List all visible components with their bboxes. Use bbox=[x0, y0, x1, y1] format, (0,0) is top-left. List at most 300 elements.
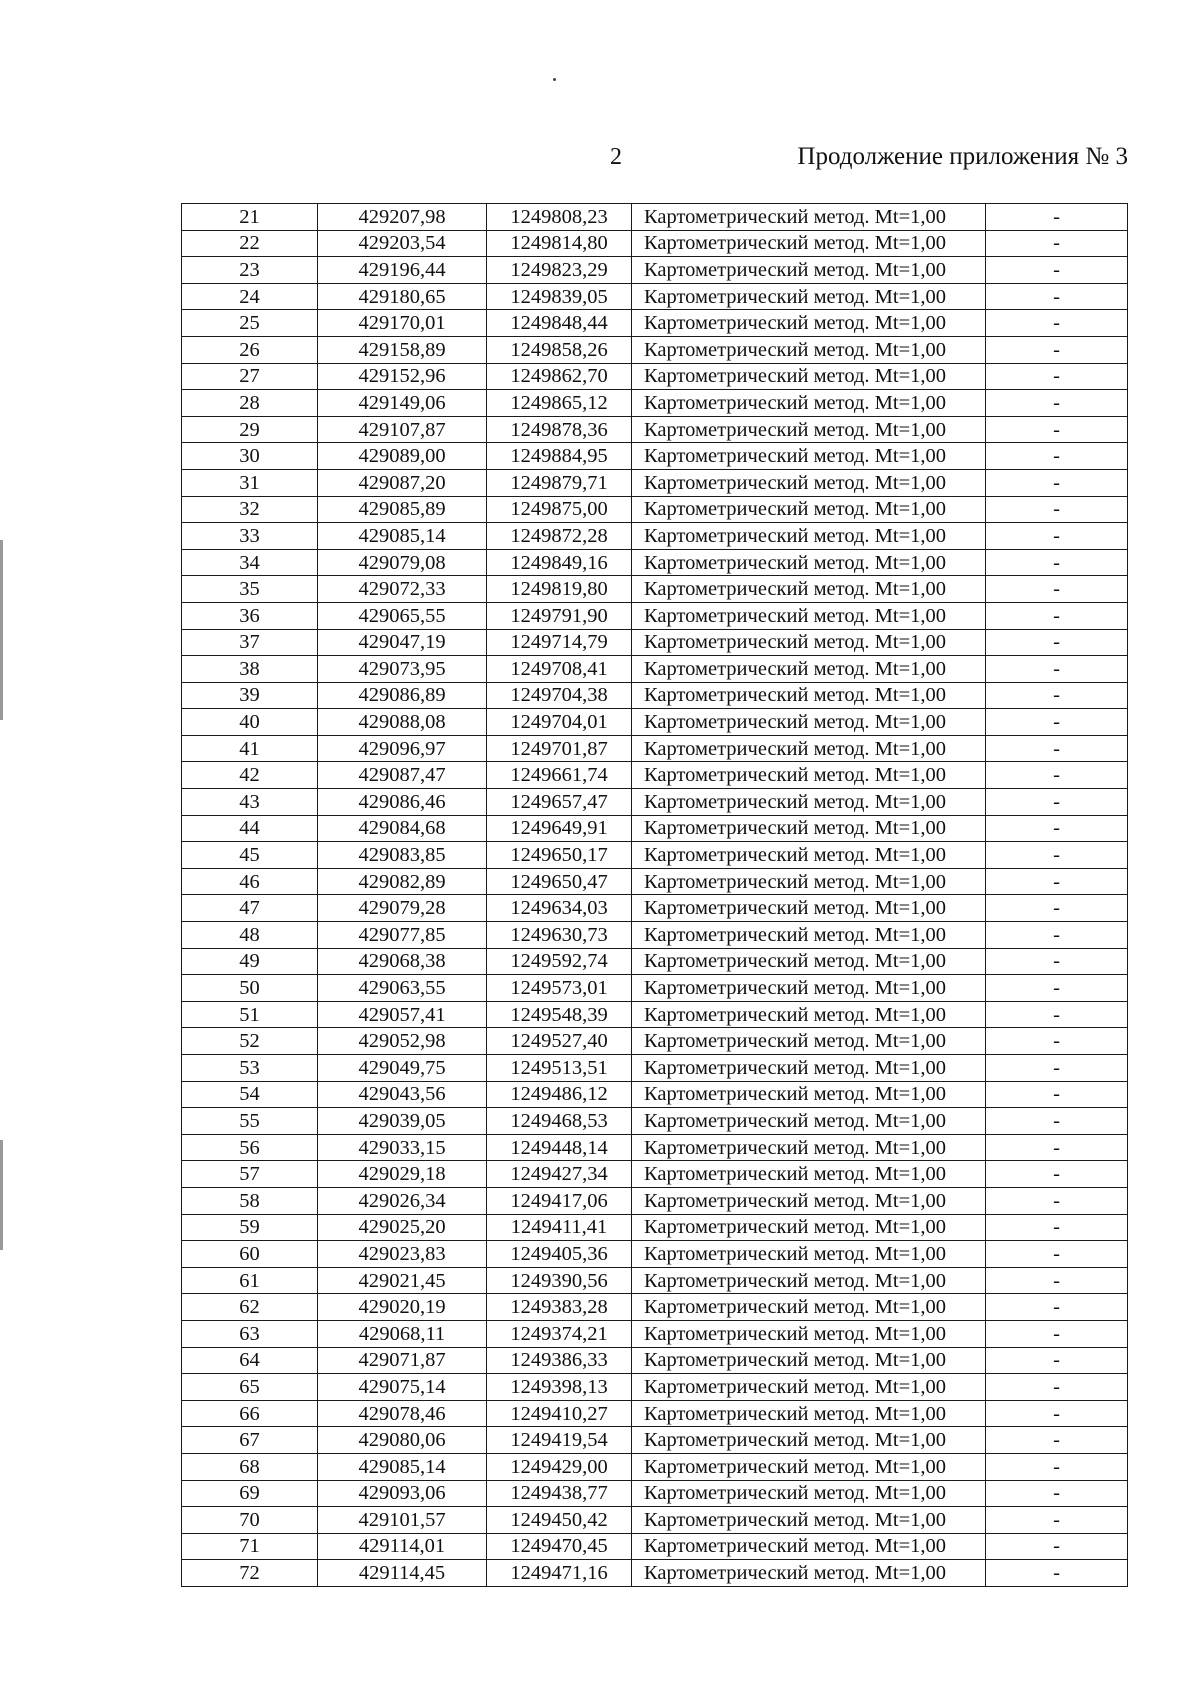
table-row bbox=[182, 868, 1128, 895]
x-coordinate-cell: 429033,15 bbox=[318, 1134, 487, 1161]
table-row bbox=[182, 762, 1128, 789]
point-number-cell: 47 bbox=[182, 895, 318, 922]
note-cell: - bbox=[986, 842, 1128, 869]
y-coordinate-cell: 1249704,38 bbox=[487, 682, 632, 709]
method-cell: Картометрический метод. Mt=1,00 bbox=[632, 975, 986, 1002]
scan-edge-mark bbox=[0, 540, 3, 720]
x-coordinate-cell: 429021,45 bbox=[318, 1267, 487, 1294]
note-cell: - bbox=[986, 1161, 1128, 1188]
table-row bbox=[182, 656, 1128, 683]
x-coordinate-cell: 429052,98 bbox=[318, 1028, 487, 1055]
point-number-cell: 72 bbox=[182, 1560, 318, 1587]
table-row bbox=[182, 257, 1128, 284]
y-coordinate-cell: 1249650,17 bbox=[487, 842, 632, 869]
note-cell: - bbox=[986, 1028, 1128, 1055]
y-coordinate-cell: 1249417,06 bbox=[487, 1187, 632, 1214]
point-number-cell: 36 bbox=[182, 602, 318, 629]
note-cell: - bbox=[986, 1320, 1128, 1347]
x-coordinate-cell: 429152,96 bbox=[318, 363, 487, 390]
y-coordinate-cell: 1249865,12 bbox=[487, 390, 632, 417]
y-coordinate-cell: 1249884,95 bbox=[487, 443, 632, 470]
y-coordinate-cell: 1249875,00 bbox=[487, 496, 632, 523]
method-cell: Картометрический метод. Mt=1,00 bbox=[632, 1453, 986, 1480]
table-row bbox=[182, 1427, 1128, 1454]
point-number-cell: 39 bbox=[182, 682, 318, 709]
method-cell: Картометрический метод. Mt=1,00 bbox=[632, 496, 986, 523]
method-cell: Картометрический метод. Mt=1,00 bbox=[632, 204, 986, 231]
method-cell: Картометрический метод. Mt=1,00 bbox=[632, 390, 986, 417]
method-cell: Картометрический метод. Mt=1,00 bbox=[632, 1427, 986, 1454]
method-cell: Картометрический метод. Mt=1,00 bbox=[632, 1374, 986, 1401]
table-row bbox=[182, 975, 1128, 1002]
y-coordinate-cell: 1249468,53 bbox=[487, 1108, 632, 1135]
x-coordinate-cell: 429170,01 bbox=[318, 310, 487, 337]
note-cell: - bbox=[986, 1294, 1128, 1321]
note-cell: - bbox=[986, 1187, 1128, 1214]
note-cell: - bbox=[986, 895, 1128, 922]
table-row bbox=[182, 1533, 1128, 1560]
method-cell: Картометрический метод. Mt=1,00 bbox=[632, 363, 986, 390]
table-row bbox=[182, 1081, 1128, 1108]
y-coordinate-cell: 1249429,00 bbox=[487, 1453, 632, 1480]
table-row bbox=[182, 523, 1128, 550]
note-cell: - bbox=[986, 1374, 1128, 1401]
table-row bbox=[182, 709, 1128, 736]
y-coordinate-cell: 1249858,26 bbox=[487, 336, 632, 363]
y-coordinate-cell: 1249410,27 bbox=[487, 1400, 632, 1427]
point-number-cell: 69 bbox=[182, 1480, 318, 1507]
table-row bbox=[182, 1267, 1128, 1294]
note-cell: - bbox=[986, 922, 1128, 949]
note-cell: - bbox=[986, 496, 1128, 523]
x-coordinate-cell: 429114,01 bbox=[318, 1533, 487, 1560]
method-cell: Картометрический метод. Mt=1,00 bbox=[632, 1560, 986, 1587]
point-number-cell: 49 bbox=[182, 948, 318, 975]
table-row bbox=[182, 815, 1128, 842]
method-cell: Картометрический метод. Mt=1,00 bbox=[632, 549, 986, 576]
y-coordinate-cell: 1249527,40 bbox=[487, 1028, 632, 1055]
note-cell: - bbox=[986, 948, 1128, 975]
point-number-cell: 30 bbox=[182, 443, 318, 470]
note-cell: - bbox=[986, 602, 1128, 629]
method-cell: Картометрический метод. Mt=1,00 bbox=[632, 1507, 986, 1534]
point-number-cell: 50 bbox=[182, 975, 318, 1002]
y-coordinate-cell: 1249808,23 bbox=[487, 204, 632, 231]
y-coordinate-cell: 1249448,14 bbox=[487, 1134, 632, 1161]
note-cell: - bbox=[986, 789, 1128, 816]
point-number-cell: 27 bbox=[182, 363, 318, 390]
table-row bbox=[182, 416, 1128, 443]
point-number-cell: 54 bbox=[182, 1081, 318, 1108]
note-cell: - bbox=[986, 629, 1128, 656]
point-number-cell: 55 bbox=[182, 1108, 318, 1135]
y-coordinate-cell: 1249649,91 bbox=[487, 815, 632, 842]
note-cell: - bbox=[986, 1055, 1128, 1082]
point-number-cell: 34 bbox=[182, 549, 318, 576]
method-cell: Картометрический метод. Mt=1,00 bbox=[632, 1241, 986, 1268]
table-row bbox=[182, 576, 1128, 603]
table-row bbox=[182, 390, 1128, 417]
method-cell: Картометрический метод. Mt=1,00 bbox=[632, 602, 986, 629]
point-number-cell: 65 bbox=[182, 1374, 318, 1401]
method-cell: Картометрический метод. Mt=1,00 bbox=[632, 257, 986, 284]
x-coordinate-cell: 429065,55 bbox=[318, 602, 487, 629]
table-row bbox=[182, 230, 1128, 257]
x-coordinate-cell: 429180,65 bbox=[318, 283, 487, 310]
y-coordinate-cell: 1249791,90 bbox=[487, 602, 632, 629]
x-coordinate-cell: 429057,41 bbox=[318, 1001, 487, 1028]
method-cell: Картометрический метод. Mt=1,00 bbox=[632, 283, 986, 310]
x-coordinate-cell: 429075,14 bbox=[318, 1374, 487, 1401]
method-cell: Картометрический метод. Mt=1,00 bbox=[632, 336, 986, 363]
method-cell: Картометрический метод. Mt=1,00 bbox=[632, 1134, 986, 1161]
note-cell: - bbox=[986, 975, 1128, 1002]
note-cell: - bbox=[986, 390, 1128, 417]
table-row bbox=[182, 336, 1128, 363]
x-coordinate-cell: 429114,45 bbox=[318, 1560, 487, 1587]
table-row bbox=[182, 682, 1128, 709]
point-number-cell: 21 bbox=[182, 204, 318, 231]
method-cell: Картометрический метод. Mt=1,00 bbox=[632, 895, 986, 922]
x-coordinate-cell: 429087,47 bbox=[318, 762, 487, 789]
table-row bbox=[182, 1001, 1128, 1028]
y-coordinate-cell: 1249450,42 bbox=[487, 1507, 632, 1534]
method-cell: Картометрический метод. Mt=1,00 bbox=[632, 1108, 986, 1135]
point-number-cell: 60 bbox=[182, 1241, 318, 1268]
point-number-cell: 61 bbox=[182, 1267, 318, 1294]
point-number-cell: 28 bbox=[182, 390, 318, 417]
y-coordinate-cell: 1249383,28 bbox=[487, 1294, 632, 1321]
method-cell: Картометрический метод. Mt=1,00 bbox=[632, 1294, 986, 1321]
page-number: 2 bbox=[610, 144, 622, 170]
y-coordinate-cell: 1249398,13 bbox=[487, 1374, 632, 1401]
note-cell: - bbox=[986, 1081, 1128, 1108]
method-cell: Картометрический метод. Mt=1,00 bbox=[632, 310, 986, 337]
note-cell: - bbox=[986, 682, 1128, 709]
method-cell: Картометрический метод. Mt=1,00 bbox=[632, 762, 986, 789]
x-coordinate-cell: 429107,87 bbox=[318, 416, 487, 443]
table-row bbox=[182, 1187, 1128, 1214]
y-coordinate-cell: 1249657,47 bbox=[487, 789, 632, 816]
x-coordinate-cell: 429025,20 bbox=[318, 1214, 487, 1241]
x-coordinate-cell: 429086,89 bbox=[318, 682, 487, 709]
page-heading: Продолжение приложения № 3 bbox=[797, 143, 1128, 170]
table-row bbox=[182, 469, 1128, 496]
y-coordinate-cell: 1249714,79 bbox=[487, 629, 632, 656]
point-number-cell: 52 bbox=[182, 1028, 318, 1055]
note-cell: - bbox=[986, 1533, 1128, 1560]
y-coordinate-cell: 1249438,77 bbox=[487, 1480, 632, 1507]
table-row bbox=[182, 789, 1128, 816]
method-cell: Картометрический метод. Mt=1,00 bbox=[632, 682, 986, 709]
note-cell: - bbox=[986, 1134, 1128, 1161]
y-coordinate-cell: 1249708,41 bbox=[487, 656, 632, 683]
note-cell: - bbox=[986, 204, 1128, 231]
y-coordinate-cell: 1249390,56 bbox=[487, 1267, 632, 1294]
x-coordinate-cell: 429096,97 bbox=[318, 735, 487, 762]
point-number-cell: 23 bbox=[182, 257, 318, 284]
point-number-cell: 71 bbox=[182, 1533, 318, 1560]
method-cell: Картометрический метод. Mt=1,00 bbox=[632, 1214, 986, 1241]
point-number-cell: 66 bbox=[182, 1400, 318, 1427]
note-cell: - bbox=[986, 469, 1128, 496]
table-row bbox=[182, 1214, 1128, 1241]
x-coordinate-cell: 429149,06 bbox=[318, 390, 487, 417]
method-cell: Картометрический метод. Mt=1,00 bbox=[632, 230, 986, 257]
x-coordinate-cell: 429071,87 bbox=[318, 1347, 487, 1374]
x-coordinate-cell: 429078,46 bbox=[318, 1400, 487, 1427]
x-coordinate-cell: 429088,08 bbox=[318, 709, 487, 736]
method-cell: Картометрический метод. Mt=1,00 bbox=[632, 443, 986, 470]
note-cell: - bbox=[986, 416, 1128, 443]
x-coordinate-cell: 429063,55 bbox=[318, 975, 487, 1002]
table-row bbox=[182, 895, 1128, 922]
x-coordinate-cell: 429083,85 bbox=[318, 842, 487, 869]
y-coordinate-cell: 1249848,44 bbox=[487, 310, 632, 337]
point-number-cell: 70 bbox=[182, 1507, 318, 1534]
y-coordinate-cell: 1249419,54 bbox=[487, 1427, 632, 1454]
note-cell: - bbox=[986, 549, 1128, 576]
note-cell: - bbox=[986, 735, 1128, 762]
method-cell: Картометрический метод. Mt=1,00 bbox=[632, 1081, 986, 1108]
note-cell: - bbox=[986, 815, 1128, 842]
point-number-cell: 35 bbox=[182, 576, 318, 603]
x-coordinate-cell: 429047,19 bbox=[318, 629, 487, 656]
y-coordinate-cell: 1249634,03 bbox=[487, 895, 632, 922]
note-cell: - bbox=[986, 1001, 1128, 1028]
x-coordinate-cell: 429082,89 bbox=[318, 868, 487, 895]
x-coordinate-cell: 429203,54 bbox=[318, 230, 487, 257]
table-row bbox=[182, 549, 1128, 576]
note-cell: - bbox=[986, 230, 1128, 257]
point-number-cell: 58 bbox=[182, 1187, 318, 1214]
method-cell: Картометрический метод. Mt=1,00 bbox=[632, 1161, 986, 1188]
method-cell: Картометрический метод. Mt=1,00 bbox=[632, 948, 986, 975]
method-cell: Картометрический метод. Mt=1,00 bbox=[632, 922, 986, 949]
point-number-cell: 63 bbox=[182, 1320, 318, 1347]
point-number-cell: 44 bbox=[182, 815, 318, 842]
table-row bbox=[182, 1480, 1128, 1507]
table-row bbox=[182, 283, 1128, 310]
x-coordinate-cell: 429101,57 bbox=[318, 1507, 487, 1534]
y-coordinate-cell: 1249513,51 bbox=[487, 1055, 632, 1082]
method-cell: Картометрический метод. Mt=1,00 bbox=[632, 735, 986, 762]
note-cell: - bbox=[986, 762, 1128, 789]
point-number-cell: 45 bbox=[182, 842, 318, 869]
note-cell: - bbox=[986, 1214, 1128, 1241]
table-row bbox=[182, 922, 1128, 949]
x-coordinate-cell: 429084,68 bbox=[318, 815, 487, 842]
y-coordinate-cell: 1249862,70 bbox=[487, 363, 632, 390]
point-number-cell: 22 bbox=[182, 230, 318, 257]
x-coordinate-cell: 429026,34 bbox=[318, 1187, 487, 1214]
method-cell: Картометрический метод. Mt=1,00 bbox=[632, 1187, 986, 1214]
table-row bbox=[182, 1453, 1128, 1480]
point-number-cell: 40 bbox=[182, 709, 318, 736]
note-cell: - bbox=[986, 310, 1128, 337]
method-cell: Картометрический метод. Mt=1,00 bbox=[632, 1267, 986, 1294]
scan-speck bbox=[553, 78, 556, 81]
x-coordinate-cell: 429043,56 bbox=[318, 1081, 487, 1108]
point-number-cell: 29 bbox=[182, 416, 318, 443]
x-coordinate-cell: 429023,83 bbox=[318, 1241, 487, 1268]
table-row bbox=[182, 1134, 1128, 1161]
x-coordinate-cell: 429085,14 bbox=[318, 523, 487, 550]
coordinates-table bbox=[181, 203, 1128, 1587]
y-coordinate-cell: 1249704,01 bbox=[487, 709, 632, 736]
method-cell: Картометрический метод. Mt=1,00 bbox=[632, 629, 986, 656]
x-coordinate-cell: 429077,85 bbox=[318, 922, 487, 949]
x-coordinate-cell: 429068,38 bbox=[318, 948, 487, 975]
point-number-cell: 26 bbox=[182, 336, 318, 363]
y-coordinate-cell: 1249878,36 bbox=[487, 416, 632, 443]
method-cell: Картометрический метод. Mt=1,00 bbox=[632, 416, 986, 443]
y-coordinate-cell: 1249823,29 bbox=[487, 257, 632, 284]
point-number-cell: 37 bbox=[182, 629, 318, 656]
table-row bbox=[182, 1347, 1128, 1374]
point-number-cell: 62 bbox=[182, 1294, 318, 1321]
table-row bbox=[182, 602, 1128, 629]
note-cell: - bbox=[986, 336, 1128, 363]
y-coordinate-cell: 1249819,80 bbox=[487, 576, 632, 603]
point-number-cell: 53 bbox=[182, 1055, 318, 1082]
y-coordinate-cell: 1249386,33 bbox=[487, 1347, 632, 1374]
table-row bbox=[182, 1028, 1128, 1055]
y-coordinate-cell: 1249548,39 bbox=[487, 1001, 632, 1028]
coordinates-table-body bbox=[182, 204, 1128, 1587]
y-coordinate-cell: 1249411,41 bbox=[487, 1214, 632, 1241]
x-coordinate-cell: 429039,05 bbox=[318, 1108, 487, 1135]
y-coordinate-cell: 1249470,45 bbox=[487, 1533, 632, 1560]
point-number-cell: 59 bbox=[182, 1214, 318, 1241]
y-coordinate-cell: 1249573,01 bbox=[487, 975, 632, 1002]
note-cell: - bbox=[986, 363, 1128, 390]
method-cell: Картометрический метод. Mt=1,00 bbox=[632, 1055, 986, 1082]
y-coordinate-cell: 1249592,74 bbox=[487, 948, 632, 975]
x-coordinate-cell: 429086,46 bbox=[318, 789, 487, 816]
y-coordinate-cell: 1249405,36 bbox=[487, 1241, 632, 1268]
x-coordinate-cell: 429158,89 bbox=[318, 336, 487, 363]
table-row bbox=[182, 363, 1128, 390]
point-number-cell: 25 bbox=[182, 310, 318, 337]
note-cell: - bbox=[986, 1347, 1128, 1374]
point-number-cell: 42 bbox=[182, 762, 318, 789]
method-cell: Картометрический метод. Mt=1,00 bbox=[632, 1533, 986, 1560]
x-coordinate-cell: 429079,28 bbox=[318, 895, 487, 922]
method-cell: Картометрический метод. Mt=1,00 bbox=[632, 576, 986, 603]
table-row bbox=[182, 310, 1128, 337]
point-number-cell: 41 bbox=[182, 735, 318, 762]
x-coordinate-cell: 429085,14 bbox=[318, 1453, 487, 1480]
x-coordinate-cell: 429079,08 bbox=[318, 549, 487, 576]
note-cell: - bbox=[986, 709, 1128, 736]
table-row bbox=[182, 1055, 1128, 1082]
table-row bbox=[182, 1161, 1128, 1188]
table-row bbox=[182, 1320, 1128, 1347]
method-cell: Картометрический метод. Mt=1,00 bbox=[632, 469, 986, 496]
x-coordinate-cell: 429087,20 bbox=[318, 469, 487, 496]
y-coordinate-cell: 1249630,73 bbox=[487, 922, 632, 949]
x-coordinate-cell: 429073,95 bbox=[318, 656, 487, 683]
note-cell: - bbox=[986, 1241, 1128, 1268]
table-row bbox=[182, 735, 1128, 762]
point-number-cell: 24 bbox=[182, 283, 318, 310]
table-row bbox=[182, 496, 1128, 523]
point-number-cell: 67 bbox=[182, 1427, 318, 1454]
table-row bbox=[182, 1374, 1128, 1401]
y-coordinate-cell: 1249872,28 bbox=[487, 523, 632, 550]
table-row bbox=[182, 1108, 1128, 1135]
table-row bbox=[182, 443, 1128, 470]
point-number-cell: 38 bbox=[182, 656, 318, 683]
scan-edge-mark bbox=[0, 1140, 3, 1250]
point-number-cell: 33 bbox=[182, 523, 318, 550]
method-cell: Картометрический метод. Mt=1,00 bbox=[632, 789, 986, 816]
table-row bbox=[182, 1560, 1128, 1587]
method-cell: Картометрический метод. Mt=1,00 bbox=[632, 815, 986, 842]
table-row bbox=[182, 842, 1128, 869]
note-cell: - bbox=[986, 1560, 1128, 1587]
point-number-cell: 51 bbox=[182, 1001, 318, 1028]
y-coordinate-cell: 1249849,16 bbox=[487, 549, 632, 576]
table-row bbox=[182, 1507, 1128, 1534]
x-coordinate-cell: 429072,33 bbox=[318, 576, 487, 603]
x-coordinate-cell: 429089,00 bbox=[318, 443, 487, 470]
x-coordinate-cell: 429068,11 bbox=[318, 1320, 487, 1347]
y-coordinate-cell: 1249839,05 bbox=[487, 283, 632, 310]
y-coordinate-cell: 1249471,16 bbox=[487, 1560, 632, 1587]
note-cell: - bbox=[986, 1453, 1128, 1480]
y-coordinate-cell: 1249879,71 bbox=[487, 469, 632, 496]
method-cell: Картометрический метод. Mt=1,00 bbox=[632, 1480, 986, 1507]
x-coordinate-cell: 429093,06 bbox=[318, 1480, 487, 1507]
y-coordinate-cell: 1249661,74 bbox=[487, 762, 632, 789]
x-coordinate-cell: 429085,89 bbox=[318, 496, 487, 523]
point-number-cell: 31 bbox=[182, 469, 318, 496]
x-coordinate-cell: 429049,75 bbox=[318, 1055, 487, 1082]
method-cell: Картометрический метод. Mt=1,00 bbox=[632, 523, 986, 550]
table-row bbox=[182, 629, 1128, 656]
x-coordinate-cell: 429029,18 bbox=[318, 1161, 487, 1188]
point-number-cell: 57 bbox=[182, 1161, 318, 1188]
method-cell: Картометрический метод. Mt=1,00 bbox=[632, 1347, 986, 1374]
point-number-cell: 68 bbox=[182, 1453, 318, 1480]
table-row bbox=[182, 1294, 1128, 1321]
y-coordinate-cell: 1249427,34 bbox=[487, 1161, 632, 1188]
y-coordinate-cell: 1249374,21 bbox=[487, 1320, 632, 1347]
note-cell: - bbox=[986, 1507, 1128, 1534]
note-cell: - bbox=[986, 443, 1128, 470]
note-cell: - bbox=[986, 283, 1128, 310]
table-row bbox=[182, 204, 1128, 231]
point-number-cell: 46 bbox=[182, 868, 318, 895]
note-cell: - bbox=[986, 1267, 1128, 1294]
table-row bbox=[182, 1241, 1128, 1268]
note-cell: - bbox=[986, 1400, 1128, 1427]
y-coordinate-cell: 1249701,87 bbox=[487, 735, 632, 762]
method-cell: Картометрический метод. Mt=1,00 bbox=[632, 656, 986, 683]
table-row bbox=[182, 1400, 1128, 1427]
y-coordinate-cell: 1249486,12 bbox=[487, 1081, 632, 1108]
method-cell: Картометрический метод. Mt=1,00 bbox=[632, 868, 986, 895]
note-cell: - bbox=[986, 257, 1128, 284]
note-cell: - bbox=[986, 576, 1128, 603]
note-cell: - bbox=[986, 523, 1128, 550]
point-number-cell: 64 bbox=[182, 1347, 318, 1374]
x-coordinate-cell: 429207,98 bbox=[318, 204, 487, 231]
note-cell: - bbox=[986, 656, 1128, 683]
point-number-cell: 48 bbox=[182, 922, 318, 949]
